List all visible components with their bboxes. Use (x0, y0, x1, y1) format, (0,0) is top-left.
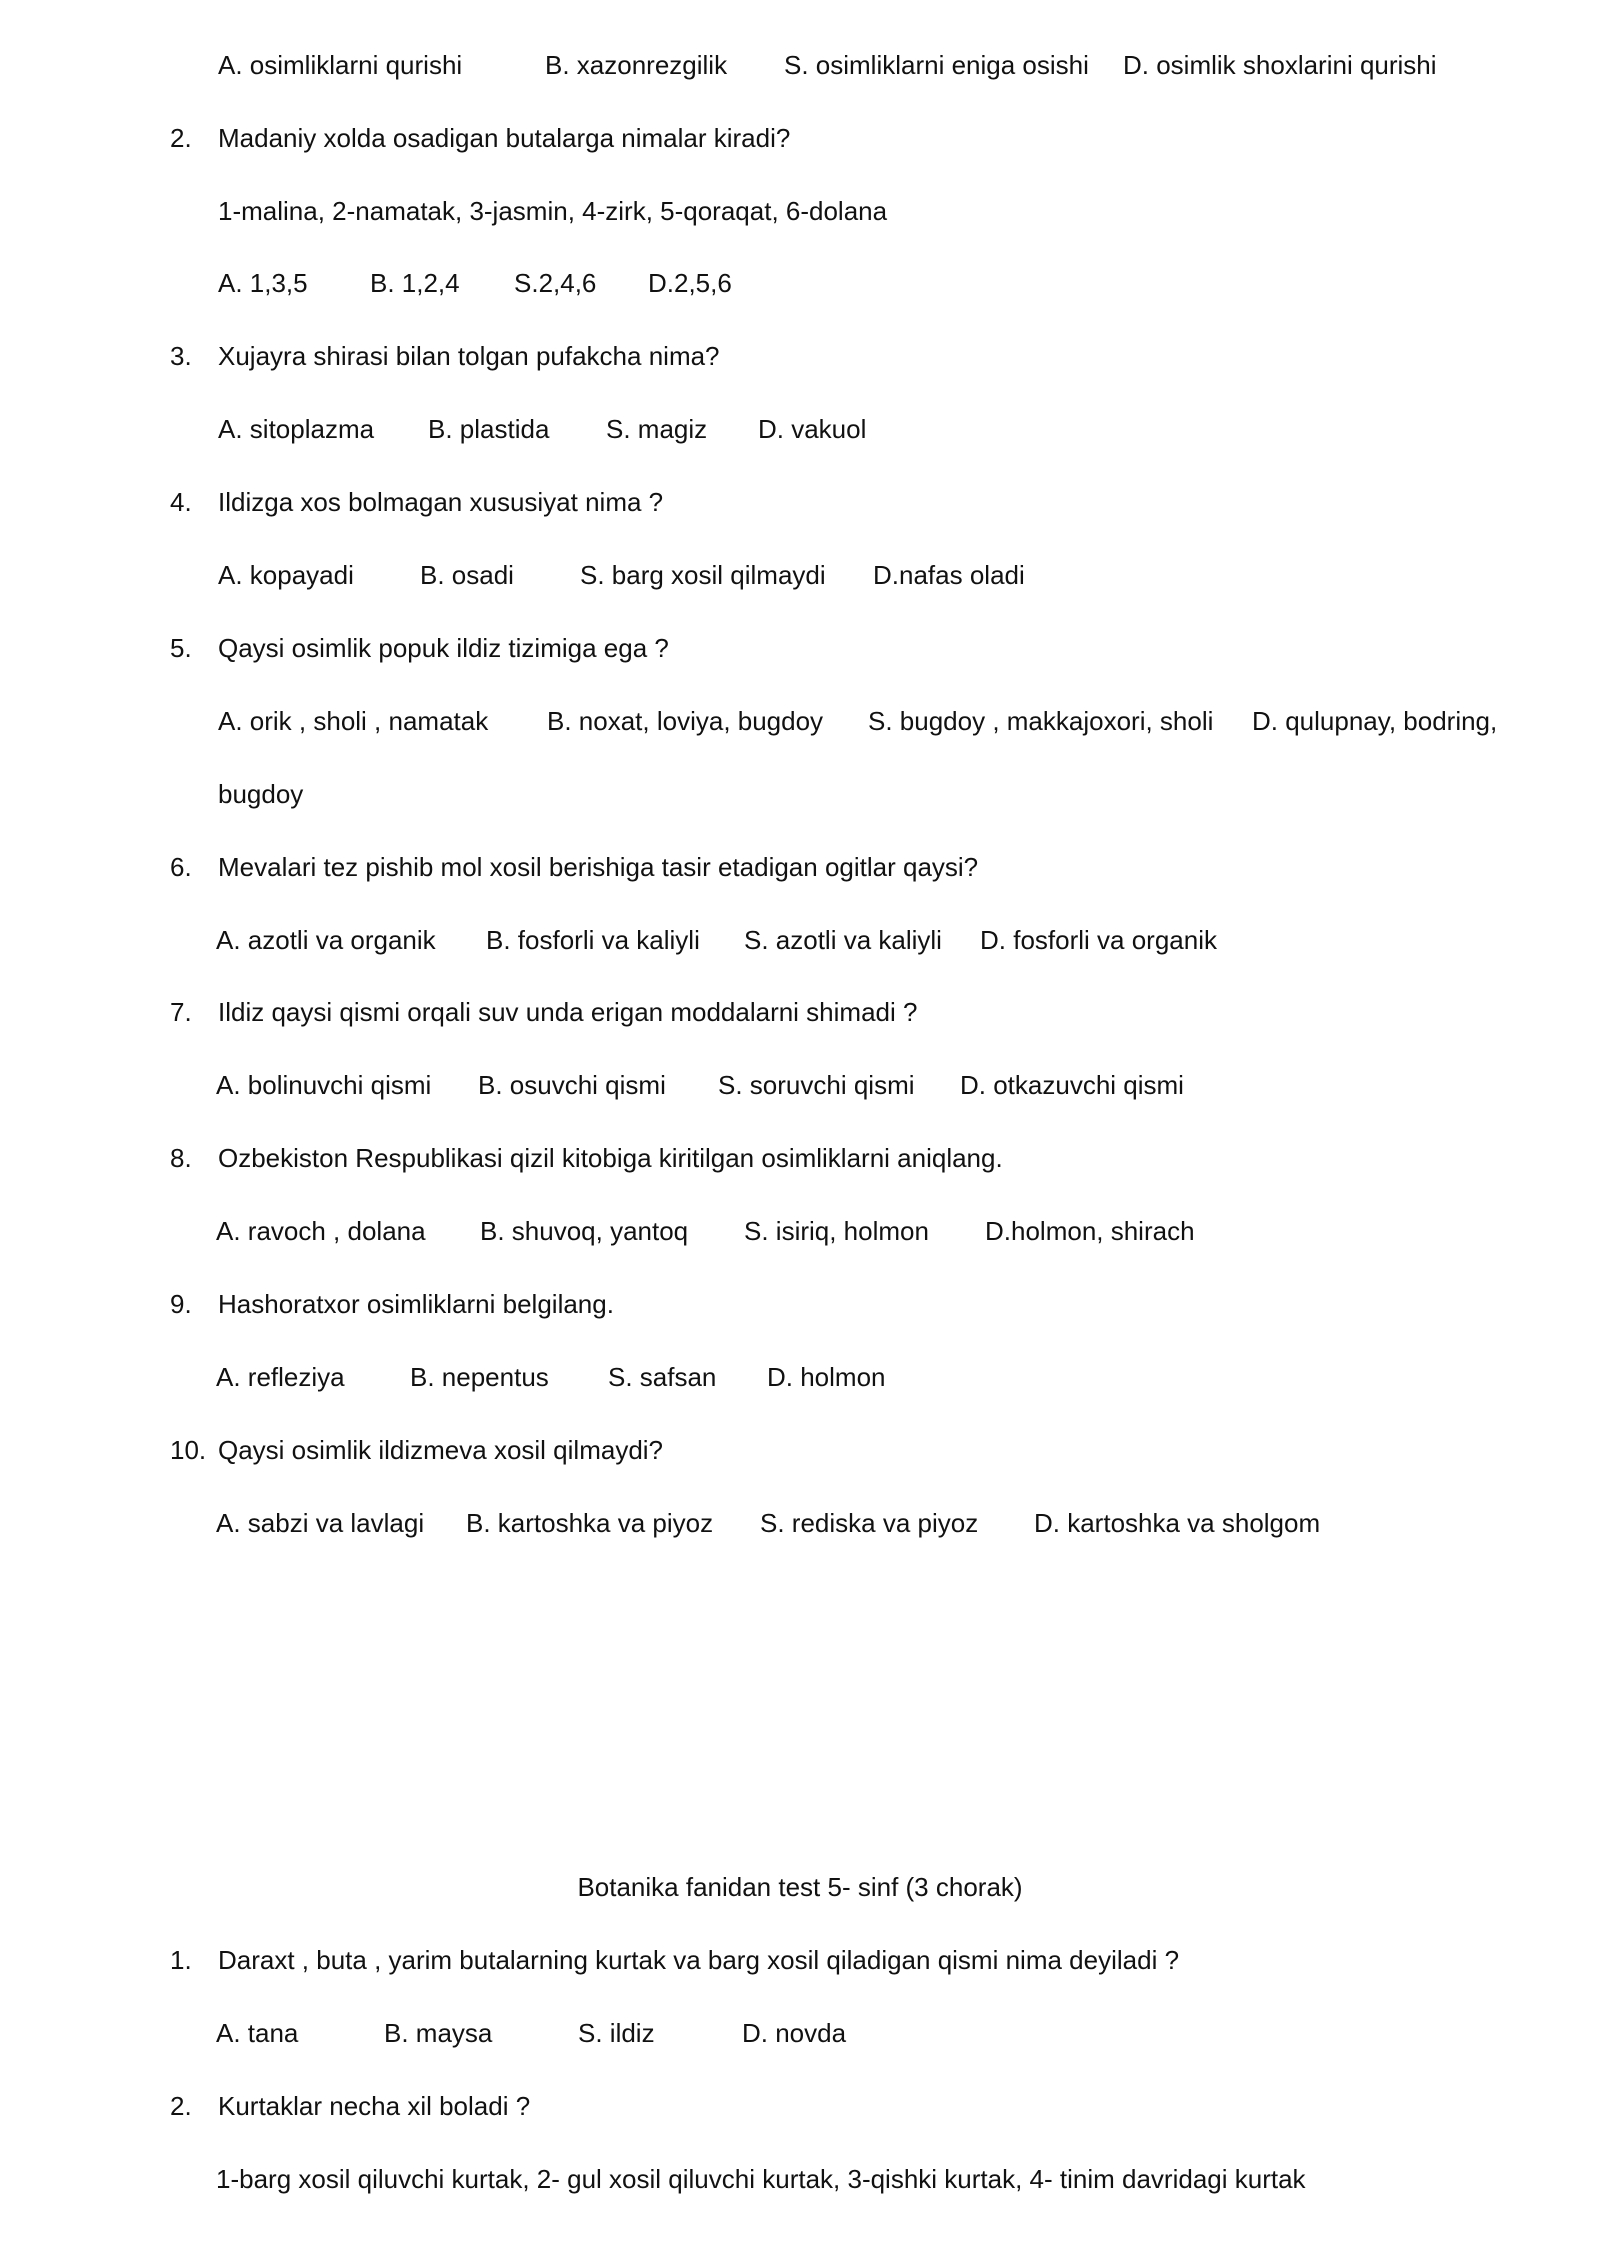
option-c: S. barg xosil qilmaydi (580, 560, 826, 590)
option-d: D. otkazuvchi qismi (960, 1070, 1184, 1100)
question-text: Ozbekiston Respublikasi qizil kitobiga kiritilgan osimliklarni aniqlang. (218, 1143, 1003, 1173)
option-d: D.holmon, shirach (985, 1216, 1195, 1246)
question-number: 4. (170, 487, 192, 517)
question-number: 8. (170, 1143, 192, 1173)
question-text: Xujayra shirasi bilan tolgan pufakcha nima? (218, 341, 720, 371)
option-c: S.2,4,6 (514, 268, 597, 298)
question-extra-text: 1-malina, 2-namatak, 3-jasmin, 4-zirk, 5-qoraqat, 6-dolana (218, 196, 888, 226)
question-text: Kurtaklar necha xil boladi ? (218, 2091, 531, 2121)
question-text: Qaysi osimlik popuk ildiz tizimiga ega ? (218, 633, 669, 663)
option-d: D. qulupnay, bodring, (1252, 706, 1498, 736)
question-number: 9. (170, 1289, 192, 1319)
option-a: A. 1,3,5 (218, 268, 308, 298)
option-d: D. novda (742, 2018, 847, 2048)
option-c: S. isiriq, holmon (744, 1216, 929, 1246)
question-text: Mevalari tez pishib mol xosil berishiga tasir etadigan ogitlar qaysi? (218, 852, 979, 882)
option-a: A. osimliklarni qurishi (218, 50, 463, 80)
option-a: A. bolinuvchi qismi (216, 1070, 432, 1100)
page-title: Botanika fanidan test 5- sinf (3 chorak) (577, 1872, 1023, 1902)
question-number: 1. (170, 1945, 192, 1975)
option-c: S. safsan (608, 1362, 717, 1392)
option-b: B. shuvoq, yantoq (480, 1216, 689, 1246)
question-text: Ildizga xos bolmagan xususiyat nima ? (218, 487, 664, 517)
option-d: D. vakuol (758, 414, 867, 444)
option-d: D.nafas oladi (873, 560, 1025, 590)
option-d: D. kartoshka va sholgom (1034, 1508, 1321, 1538)
question-number: 6. (170, 852, 192, 882)
question-text: Daraxt , buta , yarim butalarning kurtak va barg xosil qiladigan qismi nima deyiladi ? (218, 1945, 1180, 1975)
option-c: S. soruvchi qismi (718, 1070, 915, 1100)
option-b: B. xazonrezgilik (545, 50, 728, 80)
option-c: S. ildiz (578, 2018, 655, 2048)
option-d: D. osimlik shoxlarini qurishi (1123, 50, 1437, 80)
option-c: S. magiz (606, 414, 708, 444)
question-number: 5. (170, 633, 192, 663)
question-number: 7. (170, 997, 192, 1027)
option-b: B. nepentus (410, 1362, 549, 1392)
option-b: B. maysa (384, 2018, 493, 2048)
option-b: B. osuvchi qismi (478, 1070, 666, 1100)
question-text: Madaniy xolda osadigan butalarga nimalar kiradi? (218, 123, 791, 153)
option-b: B. plastida (428, 414, 550, 444)
option-a: A. kopayadi (218, 560, 354, 590)
option-d: D.2,5,6 (648, 268, 732, 298)
option-a: A. tana (216, 2018, 299, 2048)
option-d: D. fosforli va organik (980, 925, 1217, 955)
option-d: D. holmon (767, 1362, 886, 1392)
option-b: B. 1,2,4 (370, 268, 460, 298)
option-a: A. orik , sholi , namatak (218, 706, 489, 736)
question-text: Qaysi osimlik ildizmeva xosil qilmaydi? (218, 1435, 664, 1465)
option-c: S. rediska va piyoz (760, 1508, 979, 1538)
question-number: 10. (170, 1435, 207, 1465)
question-number: 2. (170, 123, 192, 153)
option-b: B. kartoshka va piyoz (466, 1508, 714, 1538)
option-b: B. osadi (420, 560, 514, 590)
option-a: A. sabzi va lavlagi (216, 1508, 425, 1538)
option-a: A. azotli va organik (216, 925, 436, 955)
option-b: B. noxat, loviya, bugdoy (547, 706, 824, 736)
option-c: S. bugdoy , makkajoxori, sholi (868, 706, 1214, 736)
option-b: B. fosforli va kaliyli (486, 925, 700, 955)
option-d-continued: bugdoy (218, 779, 304, 809)
question-extra-text: 1-barg xosil qiluvchi kurtak, 2- gul xosil qiluvchi kurtak, 3-qishki kurtak, 4- tinim davridagi kurtak (216, 2164, 1306, 2194)
option-a: A. refleziya (216, 1362, 345, 1392)
option-a: A. ravoch , dolana (216, 1216, 426, 1246)
question-number: 3. (170, 341, 192, 371)
question-number: 2. (170, 2091, 192, 2121)
option-a: A. sitoplazma (218, 414, 375, 444)
question-text: Ildiz qaysi qismi orqali suv unda erigan moddalarni shimadi ? (218, 997, 918, 1027)
option-c: S. osimliklarni eniga osishi (784, 50, 1089, 80)
option-c: S. azotli va kaliyli (744, 925, 942, 955)
question-text: Hashoratxor osimliklarni belgilang. (218, 1289, 614, 1319)
